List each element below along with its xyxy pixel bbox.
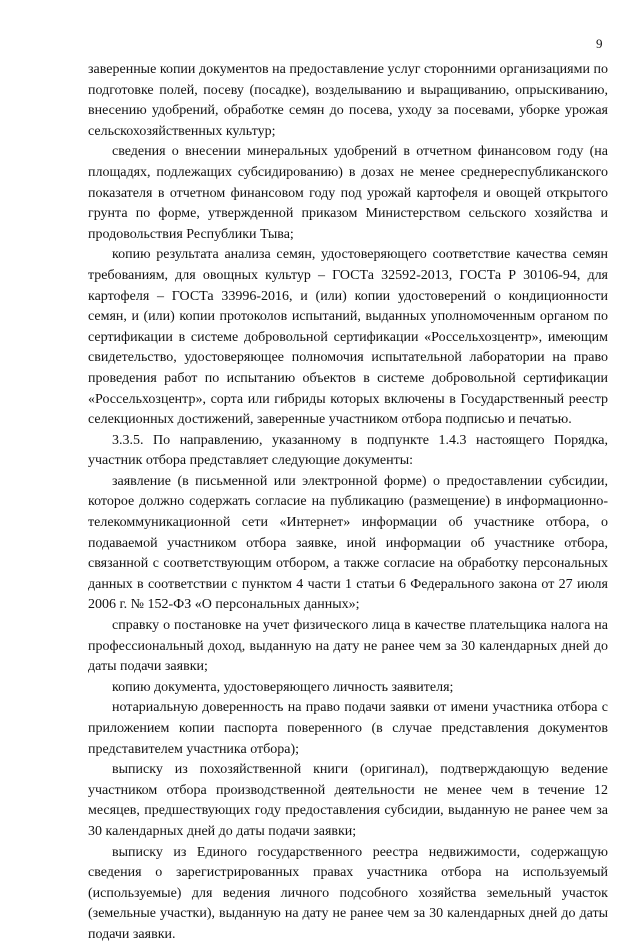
paragraph-identity-copy: копию документа, удостоверяющего личность заявителя; [112, 679, 454, 695]
paragraph-tax-certificate: справку о постановке на учет физического лица в качестве плательщика налога на профессиональный доход, выданную на дату не ранее чем за 30 календарных дней до даты подачи заявки; [88, 618, 608, 675]
paragraph-service-copies: заверенные копии документов на предоставление услуг сторонними организациями по подготовке полей, посеву (посадке), возделыванию и выращиванию, опрыскиванию, внесению удобрений, обработке семян до посева, уходу за посевами, уборке урожая сельскохозяйственных культур; [88, 62, 608, 139]
paragraph-real-estate-registry: выписку из Единого государственного реестра недвижимости, содержащую сведения о зарегистрированных правах участника отбора на используемый (используемые) для ведения личного подсобного хозяйства земельный участок (земельные участки), выданную на дату не ранее чем за 30 календарных дней до даты подачи заявки. [88, 844, 608, 942]
page-number: 9 [596, 36, 603, 51]
paragraph-household-book: выписку из похозяйственной книги (оригинал), подтверждающую ведение участником отбора производственной деятельности не менее чем в течение 12 месяцев, предшествующих году предоставления субсидии, выданную не ранее чем за 30 календарных дней до даты подачи заявки; [88, 762, 608, 839]
paragraph-section-3-3-5: 3.3.5. По направлению, указанному в подпункте 1.4.3 настоящего Порядка, участник отбора представляет следующие документы: [88, 432, 608, 469]
document-body [88, 60, 608, 946]
paragraph-fertilizer-info: сведения о внесении минеральных удобрений в отчетном финансовом году (на площадях, подлежащих субсидированию) в дозах не менее среднереспубликанского показателя в отчетном финансовом году под урожай картофеля и овощей открытого грунта по форме, утвержденной приказом Министерством сельского хозяйства и продовольствия Республики Тыва; [88, 144, 608, 242]
paragraph-seed-analysis: копию результата анализа семян, удостоверяющего соответствие качества семян требованиям, для овощных культур – ГОСТа 32592-2013, ГОСТа Р 30106-94, для картофеля – ГОСТа 33996-2016, и (или) копии удостоверений о кондиционности семян, и (или) копии протоколов испытаний, выданных уполномоченным органом по сертификации в системе добровольной сертификации «Россельхозцентр», имеющим свидетельство, удостоверяющее полномочия испытательной лаборатории на право проведения работ по испытанию объектов в системе добровольной сертификации «Россельхозцентр», сорта или гибриды которых включены в Государственный реестр селекционных достижений, заверенные участником отбора подписью и печатью. [88, 247, 608, 428]
paragraph-power-of-attorney: нотариальную доверенность на право подачи заявки от имени участника отбора с приложением копии паспорта поверенного (в случае представления документов представителем участника отбора); [88, 700, 608, 757]
paragraph-application: заявление (в письменной или электронной форме) о предоставлении субсидии, которое должно содержать согласие на публикацию (размещение) в информационно-телекоммуникационной сети «Интернет» информации об участнике отбора, о подаваемой участником отбора заявке, иной информации об участнике отбора, связанной с соответствующим отбором, а также согласие на обработку персональных данных в соответствии с пунктом 4 части 1 статьи 6 Федерального закона от 27 июля 2006 г. № 152-ФЗ «О персональных данных»; [88, 473, 608, 613]
